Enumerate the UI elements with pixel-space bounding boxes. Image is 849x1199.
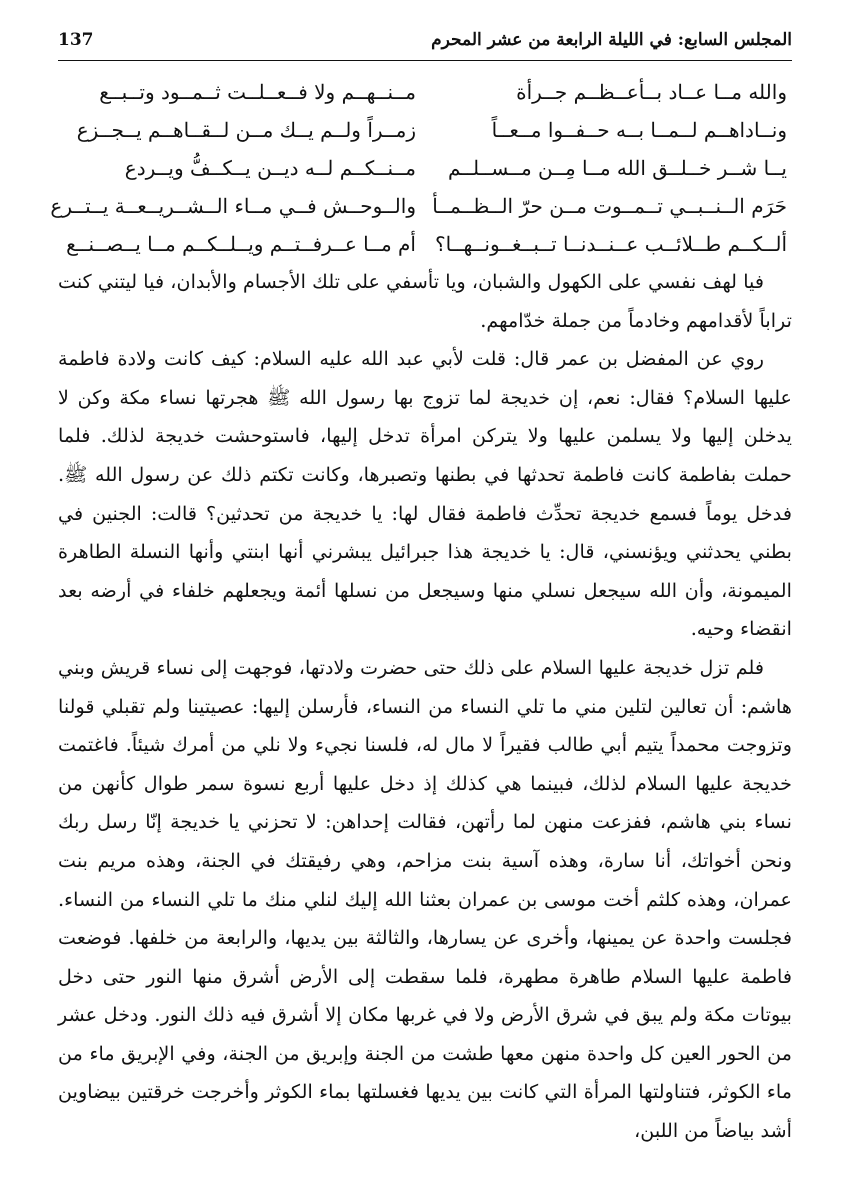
verse-second-hemistich: زمــراً ولــم يــك مــن لــقــاهــم يــجــزع	[76, 118, 416, 142]
running-header	[58, 26, 792, 61]
verse-first-hemistich: ونــاداهــم لــمــا بــه حــفــوا مــعــاً	[491, 118, 787, 142]
page-number: 137	[58, 30, 94, 50]
poem-verse	[58, 111, 792, 149]
poem-verse	[58, 73, 792, 111]
book-page	[50, 26, 792, 1151]
verse-second-hemistich: والــوحــش فــي مــاء الــشــريــعــة يــتــرع	[50, 194, 416, 218]
paragraph-narration: روي عن المفضل بن عمر قال: قلت لأبي عبد الله عليه السلام: كيف كانت ولادة فاطمة عليها السلام؟ فقال: نعم، إن خديجة لما تزوج بها رسول الله ﷺ هجرتها نساء مكة وكن لا يدخلن إليها ولا يسلمن عليها ولا يتركن امرأة تدخل إليها، فاستوحشت خديجة لذلك. فلما حملت بفاطمة كانت فاطمة تحدثها في بطنها وتصبرها، وكانت تكتم ذلك عن رسول الله ﷺ. فدخل يوماً فسمع خديجة تحدِّث فاطمة فقال لها: يا خديجة من تحدثين؟ قالت: الجنين في بطني يحدثني ويؤنسني، قال: يا خديجة هذا جبرائيل يبشرني أنها ابنتي وأنها النسلة الطاهرة الميمونة، وأن الله سيجعل نسلي منها وسيجعل من نسلها أئمة ويجعلهم خلفاء في أرضه بعد انقضاء وحيه.	[58, 347, 792, 641]
poem-verse	[58, 225, 792, 263]
verse-first-hemistich: يــا شــر خــلــق الله مــا مِــن مــســلــم	[448, 156, 787, 180]
paragraph-lament: فيا لهف نفسي على الكهول والشبان، ويا تأسفي على تلك الأجسام والأبدان، فيا ليتني كنت تراباً لأقدامهم وخادماً من جملة خدّامهم.	[58, 270, 792, 332]
poem-verse	[50, 187, 792, 225]
body-text	[58, 263, 792, 1151]
verse-first-hemistich: حَرَم الــنــبــي تــمــوت مــن حرّ الــظــمــأ	[432, 194, 787, 218]
poem	[50, 73, 792, 263]
verse-first-hemistich: ألــكــم طــلائــب عــنــدنــا تــبــغــونــهــا؟	[435, 232, 787, 256]
verse-first-hemistich: والله مــا عــاد بــأعــظــم جــرأة	[516, 80, 787, 104]
chapter-title: المجلس السابع: في الليلة الرابعة من عشر المحرم	[431, 30, 792, 50]
paragraph-birth-story: فلم تزل خديجة عليها السلام على ذلك حتى حضرت ولادتها، فوجهت إلى نساء قريش وبني هاشم: أن تعالين لتلين مني ما تلي النساء من النساء، فأرسلن إليها: عصيتينا ولم تقبلي قولنا وتزوجت محمداً يتيم أبي طالب فقيراً لا مال له، فلسنا نجيء ولا نلي من أمرك شيئاً. فاغتمت خديجة عليها السلام لذلك، فبينما هي كذلك إذ دخل عليها أربع نسوة سمر طوال كأنهن من نساء بني هاشم، ففزعت منهن لما رأتهن، فقالت إحداهن: لا تحزني يا خديجة إنّا رسل ربك ونحن أخواتك، أنا سارة، وهذه آسية بنت مزاحم، وهي رفيقتك في الجنة، وهذه مريم بنت عمران، وهذه كلثم أخت موسى بن عمران بعثنا الله إليك لنلي منك ما تلي النساء من النساء. فجلست واحدة عن يمينها، وأخرى عن يسارها، والثالثة بين يديها، والرابعة من خلفها. فوضعت فاطمة عليها السلام طاهرة مطهرة، فلما سقطت إلى الأرض أشرق منها النور حتى دخل بيوتات مكة ولم يبق في شرق الأرض ولا في غربها مكان إلا أشرق فيه ذلك النور. ودخل عشر من الحور العين كل واحدة منهن معها طشت من الجنة وإبريق من الجنة، وفي الإبريق ماء من ماء الكوثر، فتناولتها المرأة التي كانت بين يديها فغسلتها بماء الكوثر وأخرجت خرقتين بيضاوين أشد بياضاً من اللبن،	[58, 655, 792, 1143]
verse-second-hemistich: أم مــا عــرفــتــم ويــلــكــم مــا يــصــنــع	[66, 232, 416, 256]
verse-second-hemistich: مــنــهــم ولا فــعــلــت ثــمــود وتــبــع	[99, 80, 416, 104]
poem-verse	[58, 149, 792, 187]
verse-second-hemistich: مــنــكــم لــه ديــن يــكــفُّ ويــردع	[124, 156, 416, 180]
